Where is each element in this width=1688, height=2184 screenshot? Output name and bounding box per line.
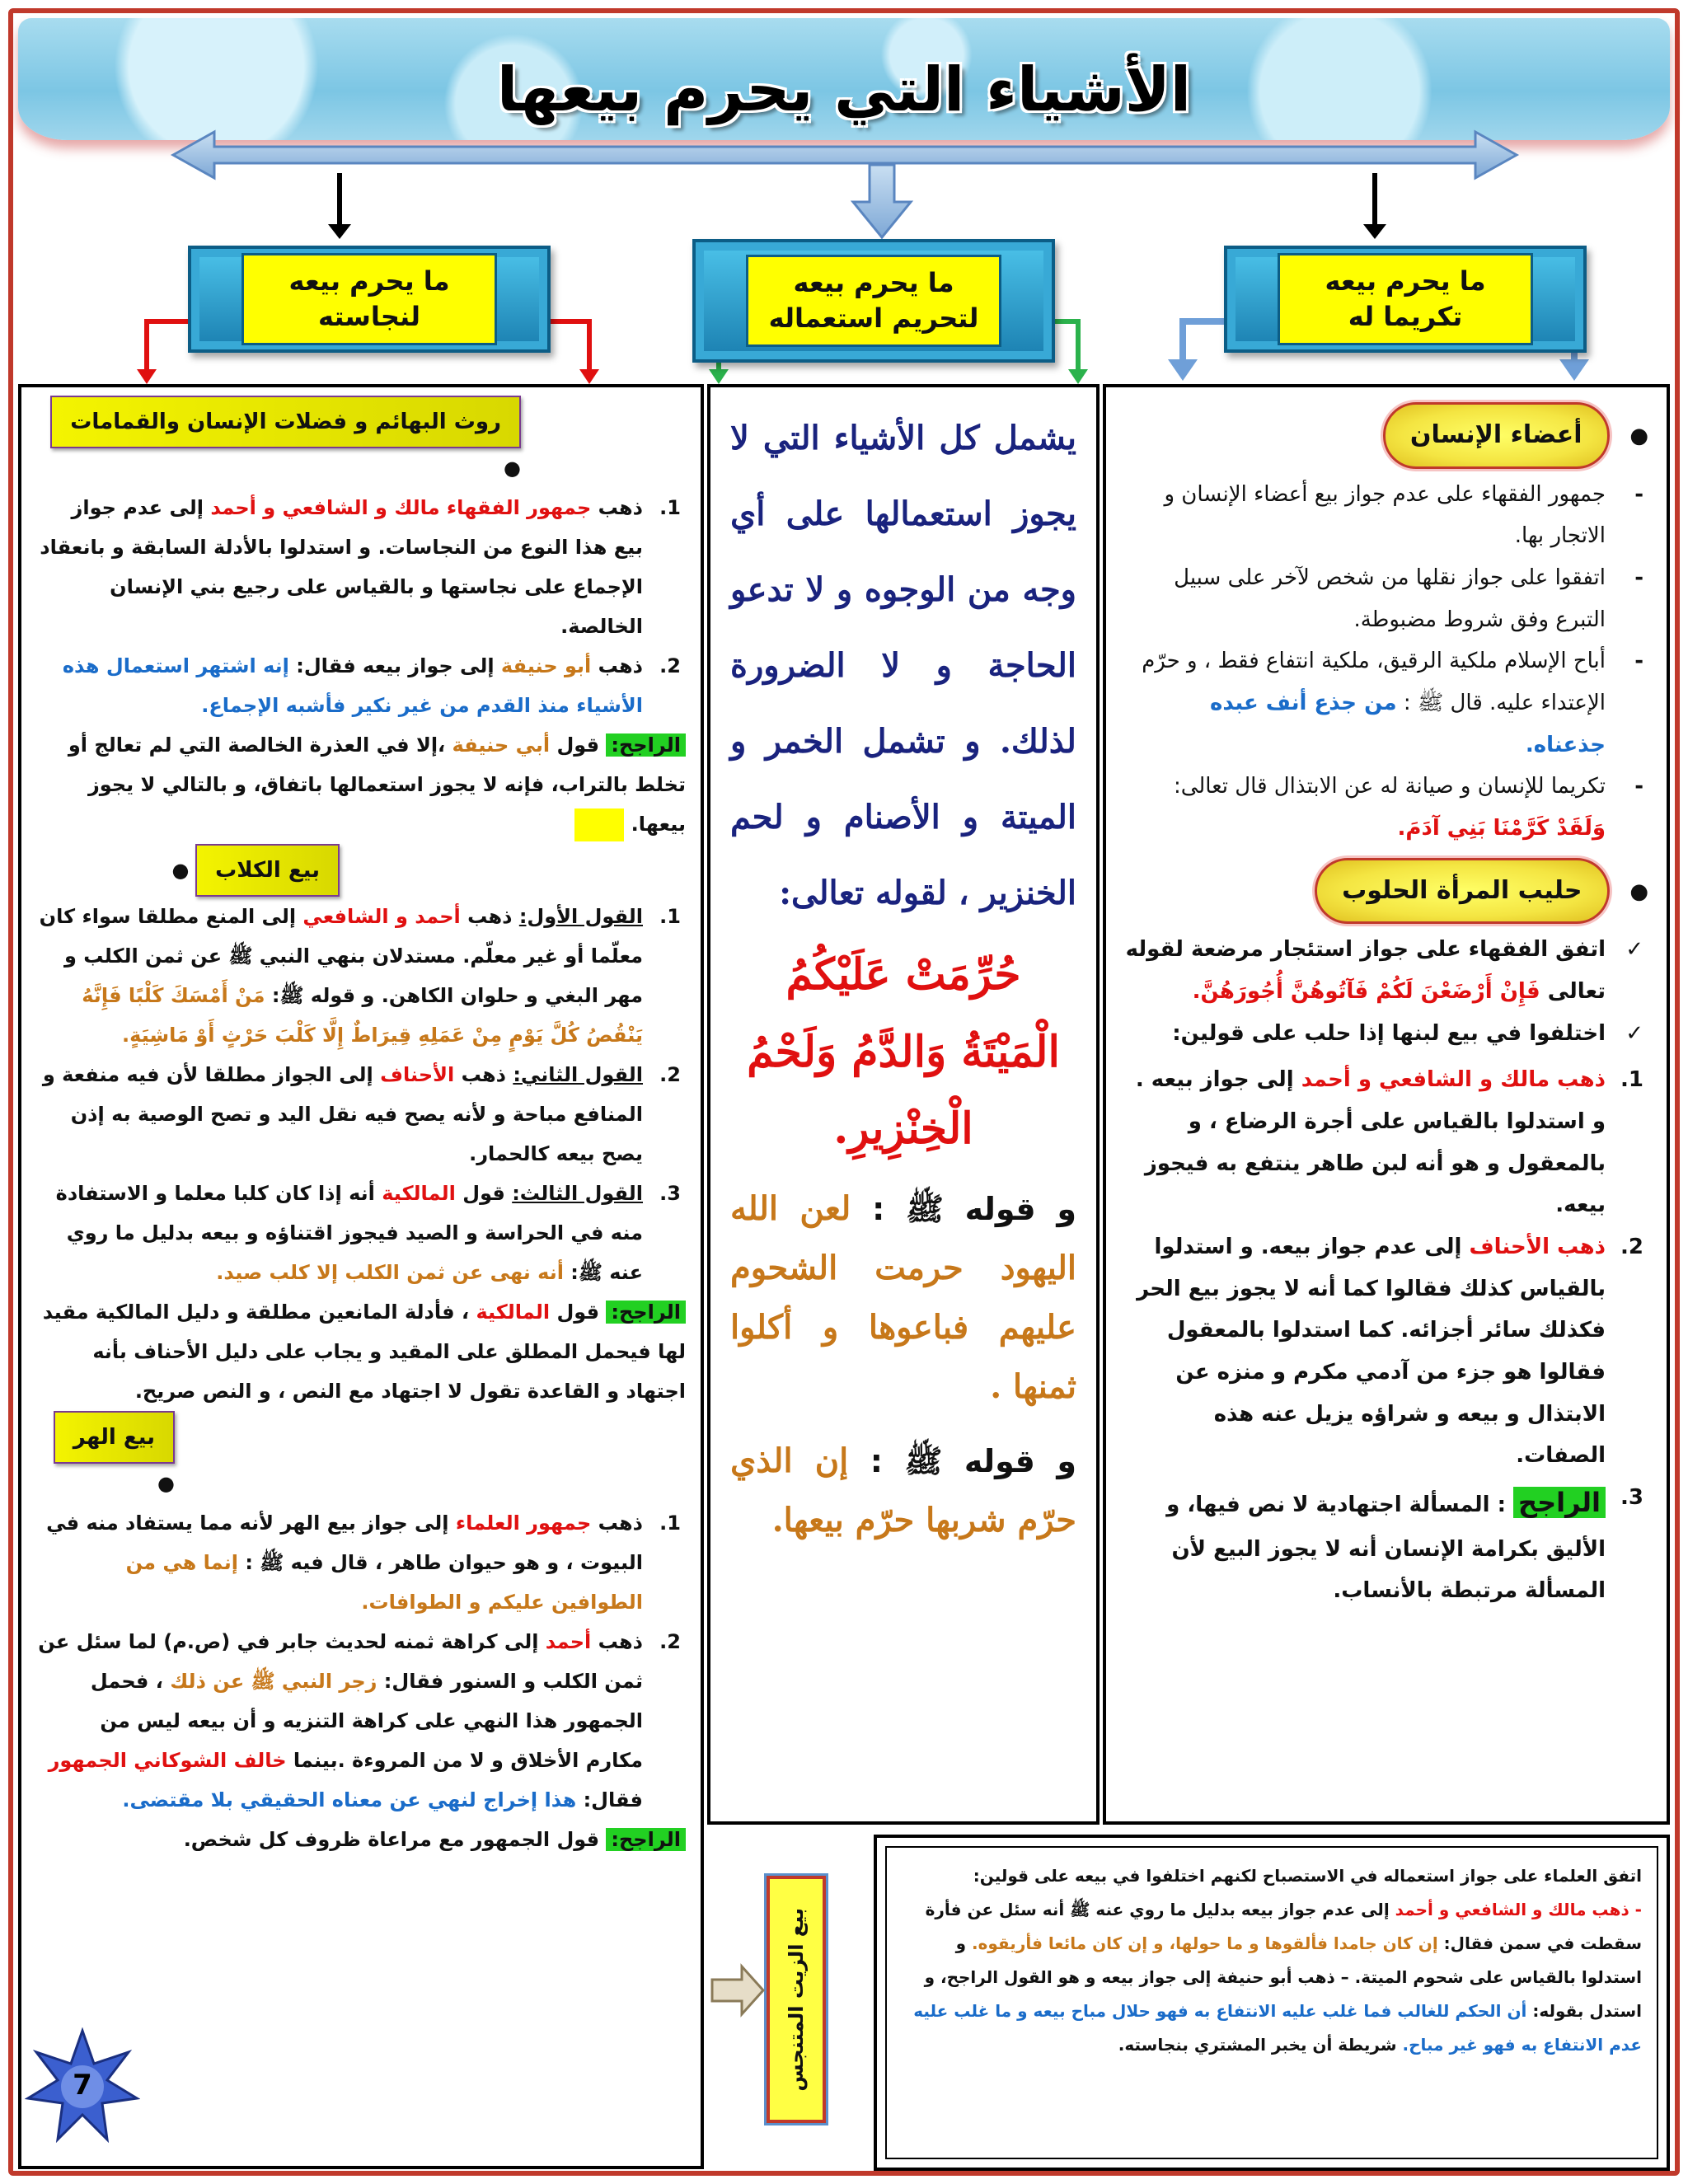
list-item: 2. ذهب أبو حنيفة إلى جواز بيعه فقال: إنه اشتهر استعمال هذه الأشياء منذ القدم من غير نكير فأشبه الإجماع. [62,654,681,717]
arrow-right-icon [709,1961,767,2019]
list-item: 2. القول الثاني: ذهب الأحناف إلى الجواز مطلقا لأن فيه منفعة و المنافع مباحة و لأنه يصح فيه نقل اليد و تصح الوصية به إذن يصح بيعه كالحمار. [42,1063,681,1165]
forbidden-use-section: يشمل كل الأشياء التي لا يجوز استعمالها على أي وجه من الوجوه و لا تدعو الحاجة و لا الضرورة لذلك. و تشمل الخمر و الميتة و الأصنام و لحم الخنزير ، لقوله تعالى: حُرِّمَتْ عَلَيْكُمُ الْمَيْتَةُ وَالدَّمُ وَلَحْمُ الْخِنْزِيرِ. و قوله ﷺ : لعن الله اليهود حرمت الشحوم عليهم فباعوها و أكلوا ثمنها . و قوله ﷺ : إن الذي حرّم شربها حرّم بيعها. [730,419,1076,1540]
rajih-3: الراجح: قول الجمهور مع مراعاة ظروف كل شخص. [36,1820,686,1859]
list-item: 2. ذهب الأحناف إلى عدم جواز بيعه. و استدلوا بالقياس كذلك فقالوا كما أنه لا يجوز بيع الحر فكذلك سائر أجزائه. كما استدلوا بالمعقول فقالوا هو جزء من آدمي مكرم و منزه عن الابتذال و بيعه و شراؤه يزيل عنه هذه الصفات. [1137,1235,1643,1469]
list-item: - جمهور الفقهاء على عدم جواز بيع أعضاء الإنسان و الاتجار بها. [1164,481,1643,549]
rajih-2: الراجح: قول المالكية ، فأدلة المانعين مطلقة و دليل المالكية مقيد لها فيحمل المطلق على المقيد و يجاب على دليل الأحناف بأنه اجتهاد و القاعدة تقول لا اجتهاد مع النص ، و النص صريح. [42,1301,686,1403]
list-item: 1. القول الأول: ذهب أحمد و الشافعي إلى المنع مطلقا سواء كان معلّما أو غير معلّم. مستدلان بنهي النبي ﷺ عن ثمن الكلب و مهر البغي و حلوان الكاهن. و قوله ﷺ: مَنْ أَمْسَكَ كَلْبًا فَإِنَّهُ يَنْقُصُ كُلَّ يَوْمٍ مِنْ عَمَلِهِ قِيرَاطٌ إِلَّا كَلْبَ حَرْثٍ أَوْ مَاشِيَةٍ. [39,905,681,1047]
section-tag-waste: روث البهائم و فضلات الإنسان والقمامات [50,396,521,448]
left-column [18,384,704,2169]
category-label-impurity: ما يحرم بيعه لنجاسته [241,253,497,345]
list-item: 3. الراجح : المسألة اجتهادية لا نص فيها، و الأليق بكرامة الإنسان أنه لا يجوز البيع لأن المسألة مرتبطة بالأنساب. [1166,1485,1643,1604]
section-tag-cats: بيع الهر [54,1411,175,1464]
right-column [1103,384,1670,1825]
section-title-breast-milk: حليب المرأة الحلوب [1315,858,1609,925]
down-arrow-center [853,165,911,237]
page-title: الأشياء التي يحرم بيعها [496,54,1192,125]
list-item: - اتفقوا على جواز نقلها من شخص لآخر على سبيل التبرع وفق شروط مضبوطة. [1174,565,1643,632]
list-item: 1. ذهب جمهور الفقهاء مالك و الشافعي و أحمد إلى عدم جواز بيع هذا النوع من النجاسات. و استدلوا بالأدلة السابقة و بانعقاد الإجماع على نجاستها و بالقياس على رجيع بني الإنسان الخالصة. [40,496,681,638]
category-label-forbidden-use: ما يحرم بيعه لتحريم استعماله [746,255,1001,347]
list-item: 2. ذهب أحمد إلى كراهة ثمنه لحديث جابر في (ص.م) لما سئل عن ثمن الكلب و السنور فقال: زجر النبي ﷺ عن ذلك ، فحمل الجمهور هذا النهي على كراهة التنزيه و أن بيعه ليس من مكارم الأخلاق و لا من المروءة .بينما خالف الشوكاني الجمهور فقال: هذا إخراج لنهي عن معناه الحقيقي بلا مقتضى. [38,1630,681,1811]
list-item: - تكريما للإنسان و صيانة له عن الابتذال قال تعالى: وَلَقَدْ كَرَّمْنَا بَنِي آدَمَ. [1173,774,1643,841]
page-number: 7 [73,2069,92,2102]
rajih-1: الراجح: قول أبي حنيفة ،إلا في العذرة الخالصة التي لم تعالج أو تخلط بالتراب، فإنه لا يجوز استعمالها باتفاق، و بالتالي لا يجوز بيعها. [36,725,686,844]
down-arrow-left [328,224,351,239]
impurity-section: روث البهائم و فضلات الإنسان والقمامات ● 1. ذهب جمهور الفقهاء مالك و الشافعي و أحمد إلى عدم جواز بيع هذا النوع من النجاسات. و استدلوا بالأدلة السابقة و بانعقاد الإجماع على نجاستها و بالقياس على رجيع بني الإنسان الخالصة. 2. ذهب أبو حنيفة إلى جواز بيعه فقال: إنه اشتهر استعمال هذه الأشياء منذ القدم من غير نكير فأشبه الإجماع. الراجح: قول أبي حنيفة ،إلا في العذرة الخالصة التي لم تعالج أو تخلط بالتراب، فإنه لا يجوز استعمالها باتفاق، و بالتالي لا يجوز بيعها. بيع الكلاب ● 1. القول الأول: ذهب أحمد و الشافعي إلى المنع مطلقا سواء كان معلّما أو غير معلّم. مستدلان بنهي النبي ﷺ عن ثمن الكلب و مهر البغي و حلوان الكاهن. و قوله ﷺ: مَنْ أَمْسَكَ كَلْبًا فَإِنَّهُ يَنْقُصُ كُلَّ يَوْمٍ مِنْ عَمَلِهِ قِيرَاطٌ إِلَّا كَلْبَ حَرْثٍ أَوْ مَاشِيَةٍ. 2. القول الثاني: ذهب الأحناف إلى الجواز مطلقا لأن فيه منفعة و المنافع مباحة و لأنه يصح فيه نقل اليد و تصح الوصية به إذن يصح بيعه كالحمار. 3. القول الثالث: قول المالكية أنه إذا كان كلبا معلما و الاستفادة منه في الحراسة و الصيد فيجوز اقتناؤه و بيعه بدليل ما روي عنه ﷺ: أنه نهى عن ثمن الكلب إلا كلب صيد. الراجح: قول المالكية ، فأدلة المانعين مطلقة و دليل المالكية مقيد لها فيحمل المطلق على المقيد و يجاب على دليل الأحناف بأنه اجتهاد و القاعدة تقول لا اجتهاد مع النص ، و النص صريح. بيع الهر ● 1. ذهب جمهور العلماء إلى جواز بيع الهر لأنه مما يستفاد منه في البيوت ، و هو حيوان طاهر ، قال فيه ﷺ : إنما هي من الطوافين عليكم و الطوافات. 2. ذهب أحمد إلى كراهة ثمنه لحديث جابر في (ص.م) لما سئل عن ثمن الكلب و السنور فقال: زجر النبي ﷺ عن ذلك ، فحمل الجمهور هذا النهي على كراهة التنزيه و أن بيعه ليس من مكارم الأخلاق و لا من المروءة .بينما خالف الشوكاني الجمهور فقال: هذا إخراج لنهي عن معناه الحقيقي بلا مقتضى. الراجح: قول الجمهور مع مراعاة ظروف كل شخص. [36,396,686,1859]
oil-section-label: بيع الزيت المتنجس [767,1876,826,2123]
section-tag-dogs: بيع الكلاب [195,844,340,897]
section-title-human-organs: أعضاء الإنسان [1383,402,1610,469]
middle-column [707,384,1100,1825]
list-item: - أباح الإسلام ملكية الرقيق، ملكية انتفاع فقط ، و حرّم الإعتداء عليه. قال ﷺ : من جذع أنف عبده جذعناه. [1142,649,1643,757]
hadith-1: لعن الله اليهود حرمت الشحوم عليهم فباعوها و أكلوا ثمنها . [730,1188,1076,1406]
oil-section-text: اتفق العلماء على جواز استعماله في الاستصباح لكنهم اختلفوا في بيعه على قولين: - ذهب مالك و الشافعي و أحمد إلى عدم جواز بيعه بدليل ما روي عنه ﷺ أنه سئل عن فأرة سقطت في سمن فقال: إن كان جامدا فألقوها و ما حولها، و إن كان مائعا فأريقوه. و استدلوا بالقياس على شحوم الميتة. – ذهب أبو حنيفة إلى جواز بيعه و هو القول الراجح، و استدل بقوله: أن الحكم للغالب فما غلب عليه الانتفاع به فهو حلال مباح بيعه و ما غلب عليه عدم الانتفاع به فهو غير مباح. شريطة أن يخبر المشتري بنجاسته. [885,1846,1658,2159]
category-box-impurity [188,246,551,353]
down-arrow-right [1363,224,1386,239]
list-item: 1. ذهب مالك و الشافعي و أحمد إلى جواز بيعه . و استدلوا بالقياس على أجرة الرضاع ، و بالمعقول و هو أنه لبن طاهر ينتفع به فيجوز بيعه. [1135,1067,1643,1218]
list-item: ✓ اختلفوا في بيع لبنها إذا حلب على قولين: [1172,1020,1643,1046]
category-label-honor: ما يحرم بيعه تكريما له [1278,253,1533,345]
human-organs-section: ● أعضاء الإنسان - جمهور الفقهاء على عدم جواز بيع أعضاء الإنسان و الاتجار بها. - اتفقوا على جواز نقلها من شخص لآخر على سبيل التبرع وفق شروط مضبوطة. - أباح الإسلام ملكية الرقيق، ملكية انتفاع فقط ، و حرّم الإعتداء عليه. قال ﷺ : من جذع أنف عبده جذعناه. - تكريما للإنسان و صيانة له عن الابتذال قال تعالى: وَلَقَدْ كَرَّمْنَا بَنِي آدَمَ. ● حليب المرأة الحلوب ✓ اتفق الفقهاء على جواز استئجار مرضعة لقوله تعالى فَإِنْ أَرْضَعْنَ لَكُمْ فَآتُوهُنَّ أُجُورَهُنَّ. ✓ اختلفوا في بيع لبنها إذا حلب على قولين: 1. ذهب مالك و الشافعي و أحمد إلى جواز بيعه . و استدلوا بالقياس على أجرة الرضاع ، و بالمعقول و هو أنه لبن طاهر ينتفع به فيجوز بيعه. 2. ذهب الأحناف إلى عدم جواز بيعه. و استدلوا بالقياس كذلك فقالوا كما أنه لا يجوز بيع الحر فكذلك سائر أجزائه. كما استدلوا بالمعقول فقالوا هو جزء من آدمي مكرم و منزه عن الابتذال و بيعه و شراؤه يزيل عنه هذه الصفات. 3. الراجح : المسألة اجتهادية لا نص فيها، و الأليق بكرامة الإنسان أنه لا يجوز البيع لأن المسألة مرتبطة بالأنساب. [1124,402,1648,1612]
list-item: 1. ذهب جمهور العلماء إلى جواز بيع الهر لأنه مما يستفاد منه في البيوت ، و هو حيوان طاهر ، قال فيه ﷺ : إنما هي من الطوافين عليكم و الطوافات. [46,1511,681,1614]
list-item: 3. القول الثالث: قول المالكية أنه إذا كان كلبا معلما و الاستفادة منه في الحراسة و الصيد فيجوز اقتناؤه و بيعه بدليل ما روي عنه ﷺ: أنه نهى عن ثمن الكلب إلا كلب صيد. [55,1182,681,1284]
category-box-forbidden-use [692,239,1055,363]
category-box-honor [1224,246,1587,353]
horizontal-arrow [173,132,1517,178]
highlight-block [574,808,624,841]
hadith-2: إن الذي حرّم شربها حرّم بيعها. [730,1441,1076,1540]
oil-section-box [874,1835,1670,2171]
list-item: ✓ اتفق الفقهاء على جواز استئجار مرضعة لقوله تعالى فَإِنْ أَرْضَعْنَ لَكُمْ فَآتُوهُنَّ أُجُورَهُنَّ. [1125,937,1643,1004]
title-banner [18,18,1670,140]
quran-verse: حُرِّمَتْ عَلَيْكُمُ الْمَيْتَةُ وَالدَّمُ وَلَحْمُ الْخِنْزِيرِ. [747,949,1060,1155]
